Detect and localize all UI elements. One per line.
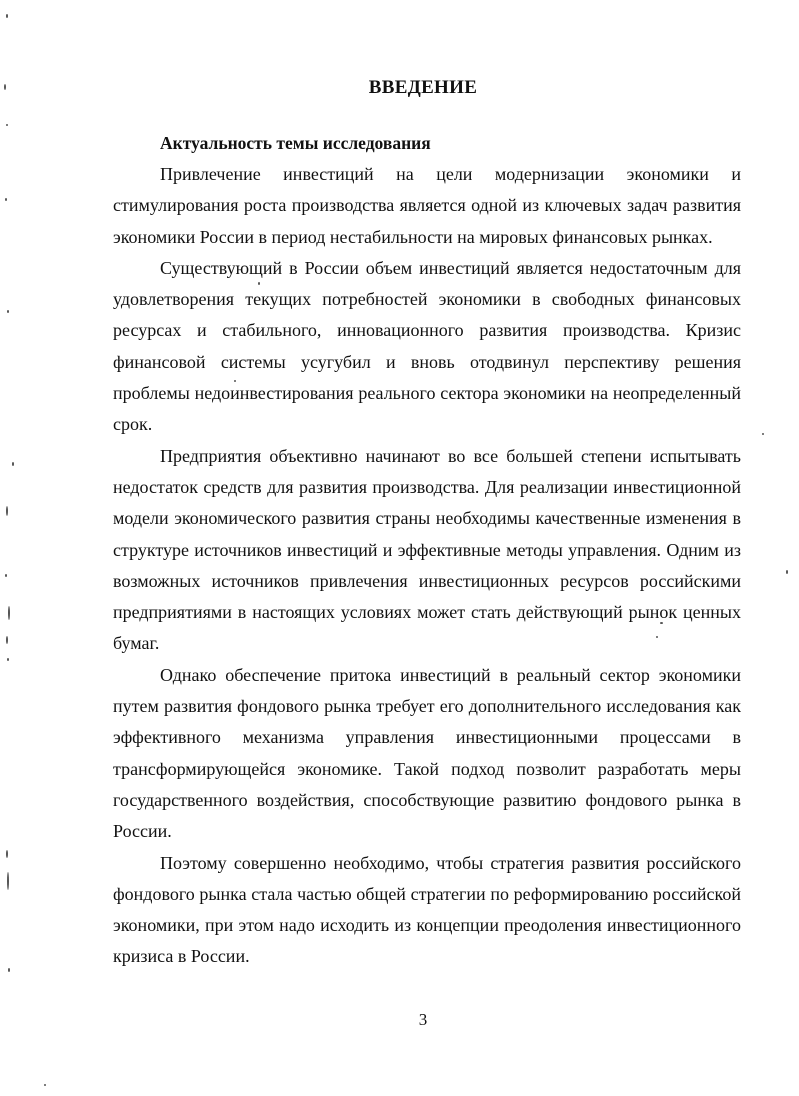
body-text (113, 128, 741, 973)
scan-speck (258, 282, 260, 285)
scan-speck (5, 574, 7, 577)
paragraph-1: Привлечение инвестиций на цели модернизации экономики и стимулирования роста производства является одной из ключевых задач развития экономики России в период нестабильности на мировых финансовых рынках. (113, 164, 741, 247)
scan-speck (6, 14, 8, 18)
paragraph-5: Поэтому совершенно необходимо, чтобы стратегия развития российского фондового рынка стала частью общей стратегии по реформированию российской экономики, при этом надо исходить из концепции преодоления инвестиционного кризиса в России. (113, 852, 741, 967)
scan-speck (8, 968, 10, 972)
scan-speck (4, 84, 6, 90)
scan-speck (44, 1084, 46, 1086)
paragraph-3: Предприятия объективно начинают во все большей степени испытывать недостаток средств для развития производства. Для реализации инвестиционной модели экономического развития страны необходимы качественные изменения в структуре источников инвестиций и эффективные методы управления. Одним из возможных источников привлечения инвестиционных ресурсов российскими предприятиями в настоящих условиях может стать действующий рынок ценных бумаг. (113, 445, 741, 654)
scan-speck (6, 506, 8, 516)
scan-speck (7, 658, 9, 661)
scan-speck (6, 850, 8, 858)
page-number: 3 (418, 1010, 428, 1029)
scan-speck (656, 636, 658, 638)
scan-speck (660, 622, 663, 624)
scan-speck (6, 636, 8, 644)
paragraph-2: Существующий в России объем инвестиций является недостаточным для удовлетворения текущих потребностей экономики в свободных финансовых ресурсах и стабильного, инновационного развития производства. Кризис финансовой системы усугубил и вновь отодвинул перспективу решения проблемы недоинвестирования реального сектора экономики на неопределенный срок. (113, 257, 741, 435)
scan-speck (12, 462, 14, 466)
page-title: ВВЕДЕНИЕ (368, 77, 478, 98)
scan-speck (762, 433, 764, 435)
paragraph-4: Однако обеспечение притока инвестиций в реальный сектор экономики путем развития фондового рынка требует его дополнительного исследования как эффективного механизма управления инвестиционными процессами в трансформирующейся экономике. Такой подход позволит разработать меры государственного воздействия, способствующие развитию фондового рынка в России. (113, 664, 741, 842)
scan-speck (7, 872, 9, 890)
scan-speck (234, 380, 236, 382)
scan-speck (786, 570, 788, 574)
scan-speck (8, 606, 10, 620)
section-subheading: Актуальность темы исследования (160, 133, 431, 153)
scan-speck (7, 310, 9, 313)
scan-speck (5, 198, 7, 201)
scan-speck (6, 124, 8, 126)
